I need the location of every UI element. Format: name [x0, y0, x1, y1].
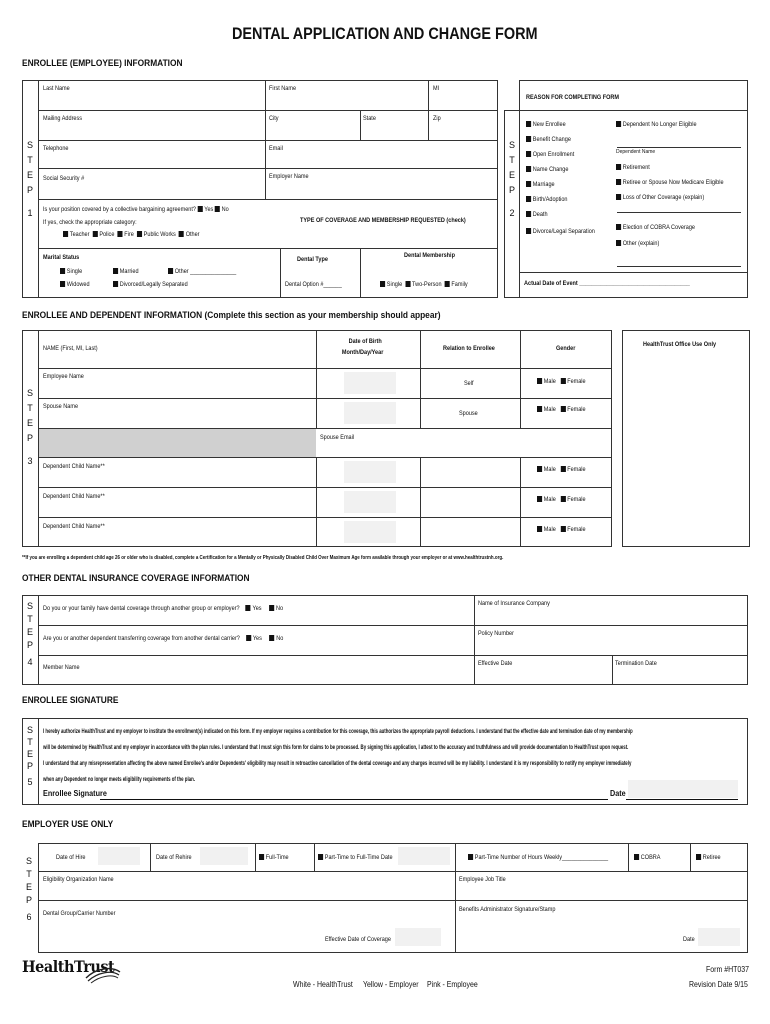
effective-date-label: Effective Date	[478, 660, 513, 667]
relation-self: Self	[464, 380, 474, 387]
effective-coverage-field[interactable]	[395, 928, 441, 946]
child2-male-checkbox[interactable]	[537, 496, 542, 502]
open-enrollment-checkbox[interactable]	[526, 151, 531, 157]
other-marital-checkbox[interactable]	[168, 268, 173, 274]
membership-family-checkbox[interactable]	[445, 281, 450, 287]
child3-dob-field[interactable]	[344, 521, 396, 543]
authorization-line-4: when any Dependent no longer meets eligibility requirements of the plan.	[43, 776, 195, 783]
copy-pink: Pink - Employee	[427, 979, 478, 989]
ssn-label: Social Security #	[43, 175, 85, 182]
step1-box	[22, 80, 498, 298]
q1-no-checkbox[interactable]	[269, 605, 274, 611]
signature-date-field[interactable]	[628, 780, 738, 798]
dependent-name-label: Dependent Name	[616, 149, 656, 155]
child2-female-checkbox[interactable]	[560, 496, 565, 502]
col-gender-header: Gender	[556, 345, 576, 352]
section-other-coverage-heading: OTHER DENTAL INSURANCE COVERAGE INFORMATION	[22, 573, 250, 584]
signature-date-label: Date	[610, 788, 626, 798]
healthtrust-logo: HealthTrust	[22, 957, 115, 976]
child2-dob-field[interactable]	[344, 491, 396, 513]
telephone-label: Telephone	[43, 145, 69, 152]
coverage-type-heading: TYPE OF COVERAGE AND MEMBERSHIP REQUESTED (check)	[300, 217, 466, 224]
city-label: City	[269, 115, 279, 122]
employee-male-checkbox[interactable]	[537, 378, 542, 384]
child1-male-checkbox[interactable]	[537, 466, 542, 472]
pt-to-ft-checkbox[interactable]	[318, 854, 323, 860]
section-employer-heading: EMPLOYER USE ONLY	[22, 819, 114, 830]
step1-label: S T E P 1	[26, 140, 33, 218]
section-dependents-heading: ENROLLEE AND DEPENDENT INFORMATION (Complete this section as your membership should appear)	[22, 310, 441, 321]
new-enrollee-checkbox[interactable]	[526, 121, 531, 127]
admin-date-label: Date	[683, 936, 695, 943]
child1-label: Dependent Child Name**	[43, 463, 105, 470]
single-checkbox[interactable]	[60, 268, 65, 274]
authorization-line-1: I hereby authorize HealthTrust and my employer to institute the enrollment(s) indicated on this form. If my employer requires a contribution for this coverage, this authorizes the appropriate payroll deductions. I understand that the effective date and termination date of my membership	[43, 728, 633, 735]
job-title-label: Employee Job Title	[459, 876, 506, 883]
reason-title: REASON FOR COMPLETING FORM	[526, 94, 620, 101]
teacher-checkbox[interactable]	[63, 231, 68, 237]
state-label: State	[363, 115, 376, 122]
cba-no-checkbox[interactable]	[215, 206, 220, 212]
birth-adoption-checkbox[interactable]	[526, 196, 531, 202]
child3-female-checkbox[interactable]	[560, 526, 565, 532]
other-explain-checkbox[interactable]	[616, 240, 621, 246]
pt-hours-checkbox[interactable]	[468, 854, 473, 860]
authorization-line-3: I understand that any misrepresentation affecting the above named Enrollee's and/or Dependents' eligibility may result in retroactive cancellation of the dental coverage and any charges incurred will be my liability. I understand it is my responsibility to notify my employer immediately	[43, 760, 632, 767]
cobra-election-checkbox[interactable]	[616, 224, 621, 230]
dental-membership-label: Dental Membership	[404, 252, 455, 259]
col-relation-header: Relation to Enrollee	[443, 345, 495, 352]
date-of-rehire-field[interactable]	[200, 847, 248, 865]
step2-label: S T E P 2	[508, 140, 515, 218]
step6-label: S T E P 6	[25, 856, 32, 922]
employer-name-label: Employer Name	[269, 173, 309, 180]
spouse-female-checkbox[interactable]	[560, 406, 565, 412]
effective-coverage-label: Effective Date of Coverage	[325, 936, 391, 943]
child1-female-checkbox[interactable]	[560, 466, 565, 472]
child3-male-checkbox[interactable]	[537, 526, 542, 532]
col-name-header: NAME (First, MI, Last)	[43, 345, 98, 352]
cba-question: Is your position covered by a collective bargaining agreement? Yes No	[43, 206, 229, 213]
cobra-checkbox[interactable]	[634, 854, 639, 860]
enrollee-signature-line[interactable]	[100, 799, 608, 800]
cba-categories: Teacher Police Fire Public Works Other	[63, 231, 200, 238]
first-name-label: First Name	[269, 85, 297, 92]
cba-yes-checkbox[interactable]	[197, 206, 202, 212]
divorced-checkbox[interactable]	[113, 281, 118, 287]
marital-status-label: Marital Status	[43, 254, 80, 261]
copy-white: White - HealthTrust	[293, 979, 353, 989]
section-signature-heading: ENROLLEE SIGNATURE	[22, 695, 119, 706]
dental-type-label: Dental Type	[297, 256, 328, 263]
employee-dob-field[interactable]	[344, 372, 396, 394]
last-name-label: Last Name	[43, 85, 70, 92]
medicare-eligible-checkbox[interactable]	[616, 179, 621, 185]
no-longer-eligible-checkbox[interactable]	[616, 121, 621, 127]
step5-label: S T E P 5	[26, 725, 33, 787]
marriage-checkbox[interactable]	[526, 181, 531, 187]
child3-label: Dependent Child Name**	[43, 523, 105, 530]
public-works-checkbox[interactable]	[137, 231, 142, 237]
mailing-address-label: Mailing Address	[43, 115, 83, 122]
dental-option-field[interactable]: Dental Option #______	[285, 281, 342, 288]
cba-if-yes: If yes, check the appropriate category:	[43, 219, 137, 226]
date-of-hire-label: Date of Hire	[56, 854, 86, 861]
spouse-email-label: Spouse Email	[320, 434, 355, 441]
spouse-dob-field[interactable]	[344, 402, 396, 424]
revision-date: Revision Date 9/15	[689, 979, 748, 989]
spouse-male-checkbox[interactable]	[537, 406, 542, 412]
other-coverage-question: Do you or your family have dental coverage through another group or employer? Yes No	[43, 605, 284, 612]
admin-date-field[interactable]	[698, 928, 740, 946]
relation-spouse: Spouse	[459, 410, 478, 417]
actual-date-field[interactable]: Actual Date of Event ____________________________________	[524, 280, 690, 287]
spouse-name-label: Spouse Name	[43, 403, 79, 410]
pt-to-ft-date-field[interactable]	[398, 847, 450, 865]
police-checkbox[interactable]	[93, 231, 98, 237]
employee-name-label: Employee Name	[43, 373, 84, 380]
full-time-checkbox[interactable]	[259, 854, 264, 860]
spouse-email-shade	[39, 429, 316, 457]
insurance-company-label: Name of Insurance Company	[478, 600, 550, 607]
employee-female-checkbox[interactable]	[560, 378, 565, 384]
form-number: Form #HT037	[706, 964, 749, 974]
retiree-checkbox[interactable]	[696, 854, 701, 860]
membership-two-person-checkbox[interactable]	[405, 281, 410, 287]
member-name-label: Member Name	[43, 664, 80, 671]
widowed-checkbox[interactable]	[60, 281, 65, 287]
eligibility-org-label: Eligibility Organization Name	[43, 876, 114, 883]
policy-number-label: Policy Number	[478, 630, 514, 637]
dependent-footnote: **If you are enrolling a dependent child age 26 or older who is disabled, complete a Certification for a Mentally or Physically Disabled Child Over Maximum Age form available through your employer or at www.healthtrustnh.org.	[22, 555, 504, 561]
retirement-checkbox[interactable]	[616, 164, 621, 170]
other-category-checkbox[interactable]	[179, 231, 184, 237]
zip-label: Zip	[433, 115, 441, 122]
membership-single-checkbox[interactable]	[380, 281, 385, 287]
form-title: DENTAL APPLICATION AND CHANGE FORM	[232, 24, 538, 43]
termination-date-label: Termination Date	[615, 660, 657, 667]
q2-yes-checkbox[interactable]	[246, 635, 251, 641]
mi-label: MI	[433, 85, 440, 92]
office-use-label: HealthTrust Office Use Only	[643, 341, 717, 348]
q2-no-checkbox[interactable]	[270, 635, 275, 641]
fire-checkbox[interactable]	[117, 231, 122, 237]
email-label: Email	[269, 145, 283, 152]
benefit-change-checkbox[interactable]	[526, 136, 531, 142]
office-use-box	[622, 330, 750, 547]
child2-label: Dependent Child Name**	[43, 493, 105, 500]
logo-swoosh-icon	[84, 964, 122, 984]
married-checkbox[interactable]	[113, 268, 118, 274]
section-enrollee-heading: ENROLLEE (EMPLOYEE) INFORMATION	[22, 58, 183, 69]
transfer-coverage-question: Are you or another dependent transferring coverage from another dental carrier? Yes No	[43, 635, 284, 642]
dental-group-label: Dental Group/Carrier Number	[43, 910, 116, 917]
copy-yellow: Yellow - Employer	[363, 979, 419, 989]
divorce-checkbox[interactable]	[526, 228, 531, 234]
loss-of-coverage-checkbox[interactable]	[616, 194, 621, 200]
q1-yes-checkbox[interactable]	[246, 605, 251, 611]
name-change-checkbox[interactable]	[526, 166, 531, 172]
date-of-rehire-label: Date of Rehire	[156, 854, 192, 861]
step3-label: S T E P 3	[26, 388, 33, 466]
enrollee-signature-label: Enrollee Signature	[43, 788, 107, 798]
authorization-line-2: will be determined by HealthTrust and my employer in accordance with the plan rules. I understand that I must sign this form for claims to be processed. By signing this application, I attest to the accuracy and truthfulness and will provide documentation to HealthTrust upon request.	[43, 744, 629, 751]
death-checkbox[interactable]	[526, 211, 531, 217]
child1-dob-field[interactable]	[344, 461, 396, 483]
date-of-hire-field[interactable]	[98, 847, 140, 865]
step4-label: S T E P 4	[26, 601, 33, 667]
col-dob-header: Date of Birth Month/Day/Year	[341, 338, 384, 357]
benefits-admin-label: Benefits Administrator Signature/Stamp	[459, 906, 556, 913]
